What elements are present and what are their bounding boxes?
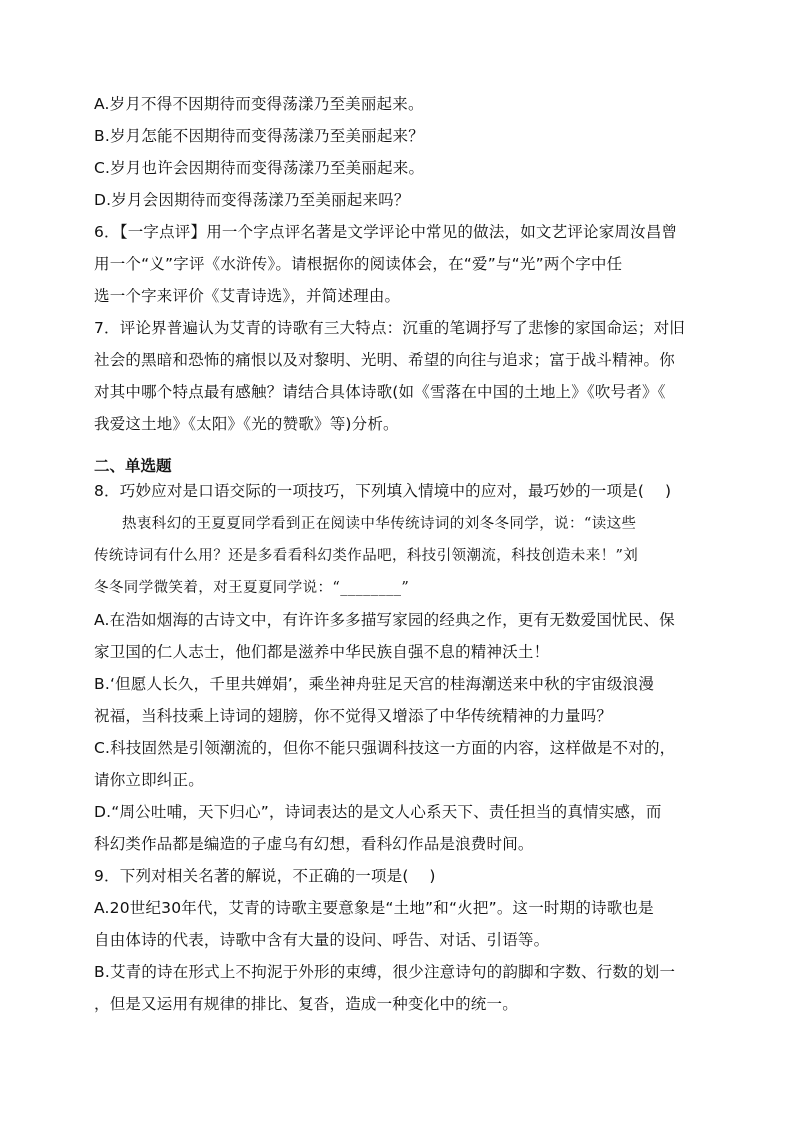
q8-scenario-line-3: 冬冬同学微笑着，对王夏夏同学说：“________” (94, 580, 410, 596)
q8-option-b-line-2: 祝福，当科技乘上诗词的翅膀，你不觉得又增添了中华传统精神的力量吗？ (94, 707, 613, 725)
q8-scenario-line-2: 传统诗词有什么用？还是多看看科幻类作品吧，科技引领潮流，科技创造未来！”刘 (94, 548, 639, 564)
q8-option-c-line-1: C.科技固然是引领潮流的，但你不能只强调科技这一方面的内容，这样做是不对的， (94, 739, 676, 757)
q8-option-a-line-1: A.在浩如烟海的古诗文中，有许许多多描写家园的经典之作，更有无数爱国忧民、保 (94, 611, 675, 629)
q7-line-2: 社会的黑暗和恐怖的痛恨以及对黎明、光明、希望的向往与追求；富于战斗精神。你 (94, 351, 675, 369)
q8-option-b-line-1: B.‘但愿人长久，千里共婵娟’，乘坐神舟驻足天宫的桂海潮送来中秋的宇宙级浪漫 (94, 675, 655, 693)
q7-line-4: 我爱这土地》《太阳》《光的赞歌》等)分析。 (94, 415, 399, 433)
q5-option-b: B.岁月怎能不因期待而变得荡漾乃至美丽起来？ (94, 127, 424, 145)
q7-line-1: 7．评论界普遍认为艾青的诗歌有三大特点：沉重的笔调抒写了悲惨的家国命运；对旧 (94, 319, 685, 337)
q8-option-d-line-2: 科幻类作品都是编造的子虚乌有幻想，看科幻作品是浪费时间。 (94, 835, 534, 853)
q5-option-a: A.岁月不得不因期待而变得荡漾乃至美丽起来。 (94, 95, 424, 113)
q8-scenario-line-1: 热衷科幻的王夏夏同学看到正在阅读中华传统诗词的刘冬冬同学，说：“读这些 (122, 516, 637, 532)
q9-option-b-line-1: B.艾青的诗在形式上不拘泥于外形的束缚，很少注意诗句的韵脚和字数、行数的划一 (94, 963, 676, 981)
q7-line-3: 对其中哪个特点最有感触？请结合具体诗歌(如《雪落在中国的土地上》《吹号者》《 (94, 383, 666, 401)
q9-option-b-line-2: ，但是又运用有规律的排比、复沓，造成一种变化中的统一。 (94, 995, 518, 1013)
section-heading-single-choice: 二、单选题 (94, 457, 172, 475)
q8-stem: 8．巧妙应对是口语交际的一项技巧，下列填入情境中的应对，最巧妙的一项是( ) (94, 482, 672, 500)
q6-line-2: 用一个“义”字评《水浒传》。请根据你的阅读体会，在“爱”与“光”两个字中任 (94, 255, 623, 273)
q9-option-a-line-2: 自由体诗的代表，诗歌中含有大量的设问、呼告、对话、引语等。 (94, 931, 550, 949)
q6-line-3: 选一个字来评价《艾青诗选》，并简述理由。 (94, 287, 401, 305)
q8-option-d-line-1: D.“周公吐哺，天下归心”，诗词表达的是文人心系天下、责任担当的真情实感，而 (94, 803, 662, 821)
q8-option-c-line-2: 请你立即纠正。 (94, 771, 204, 789)
q9-stem: 9．下列对相关名著的解说，不正确的一项是( ) (94, 867, 436, 885)
q5-option-d: D.岁月会因期待而变得荡漾乃至美丽起来吗？ (94, 191, 410, 209)
q9-option-a-line-1: A.20世纪30年代，艾青的诗歌主要意象是“土地”和“火把”。这一时期的诗歌也是 (94, 899, 654, 917)
q5-option-c: C.岁月也许会因期待而变得荡漾乃至美丽起来。 (94, 159, 425, 177)
q6-line-1: 6．【一字点评】用一个字点评名著是文学评论中常见的做法，如文艺评论家周汝昌曾 (94, 223, 678, 241)
q8-option-a-line-2: 家卫国的仁人志士，他们都是滋养中华民族自强不息的精神沃土！ (94, 643, 550, 661)
